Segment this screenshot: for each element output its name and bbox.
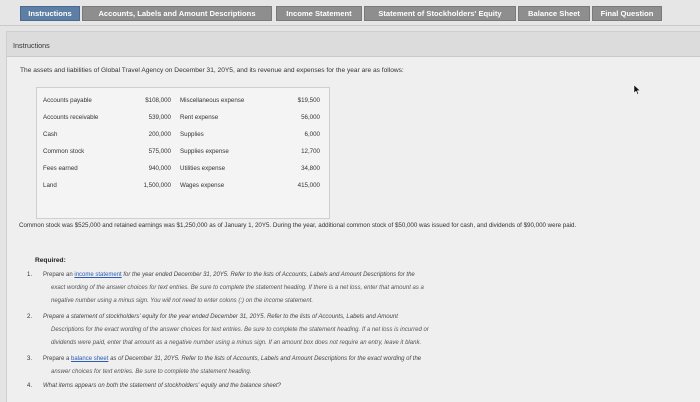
requirement-item-3 [27, 356, 421, 362]
account-name: Rent expense [180, 114, 219, 121]
requirement-number: 3. [27, 356, 33, 362]
account-name: Utilities expense [180, 165, 226, 172]
tab-balance-sheet[interactable] [518, 6, 590, 21]
table-row [37, 177, 329, 194]
instructions-panel [6, 31, 700, 402]
account-amount: $108,000 [145, 97, 171, 104]
requirement-number: 4. [27, 383, 33, 389]
requirement-text: answer choices for text entries. Be sure to complete the statement heading. [51, 369, 252, 375]
intro-text: The assets and liabilities of Global Travel Agency on December 31, 20Y5, and its revenue and expenses for the year are as follows: [20, 67, 404, 74]
requirement-item-4 [27, 383, 281, 389]
requirement-text: Prepare an [43, 272, 75, 278]
account-amount: 56,000 [301, 114, 320, 121]
tab-label: Accounts, Labels and Amount Descriptions [98, 9, 256, 18]
account-name: Wages expense [180, 182, 225, 189]
account-name: Land [43, 182, 57, 189]
account-name: Accounts receivable [43, 114, 99, 121]
requirement-text: Prepare a [43, 356, 72, 362]
tab-income-statement[interactable] [276, 6, 362, 21]
tab-label: Final Question [600, 9, 654, 18]
account-name: Supplies expense [180, 148, 229, 155]
requirement-item-1 [27, 272, 415, 278]
income-statement-link[interactable]: income statement [74, 272, 122, 278]
requirement-text: dividends were paid, enter that amount as a negative number using a minus sign. If an amount box does not require an entry, leave it blank. [51, 340, 422, 346]
panel-title: Instructions [13, 41, 50, 50]
table-row [37, 126, 329, 143]
panel-header [7, 32, 700, 57]
tab-instructions[interactable] [20, 6, 80, 21]
account-amount: 940,000 [148, 165, 171, 172]
account-amount: 415,000 [297, 182, 320, 189]
account-amount: 34,800 [301, 165, 320, 172]
account-name: Fees earned [43, 165, 78, 172]
account-name: Common stock [43, 148, 85, 155]
table-row [37, 160, 329, 177]
requirement-text: What items appears on both the statement of stockholders' equity and the balance sheet? [43, 383, 281, 389]
requirement-text: exact wording of the answer choices for text entries. Be sure to complete the statement heading. If there is a net loss, enter that amount as a [51, 285, 424, 291]
tab-accounts-labels[interactable] [82, 6, 272, 21]
account-amount: 1,500,000 [143, 182, 171, 189]
account-amount: 12,700 [301, 148, 320, 155]
required-heading: Required: [35, 257, 66, 264]
account-name: Cash [43, 131, 58, 138]
tab-label: Income Statement [286, 9, 352, 18]
account-name: Supplies [180, 131, 204, 138]
balance-sheet-link[interactable]: balance sheet [71, 356, 109, 362]
tab-bar [0, 0, 700, 26]
tab-label: Balance Sheet [528, 9, 580, 18]
requirement-text: Prepare a statement of stockholders' equity for the year ended December 31, 20Y5. Refer to the lists of Accounts, Labels and Amount [43, 314, 398, 320]
tab-label: Instructions [28, 9, 72, 18]
account-amount: 6,000 [304, 131, 320, 138]
table-row [37, 92, 329, 109]
requirement-text: Descriptions for the exact wording of the answer choices for text entries. Be sure to complete the statement heading. If a net loss is incurred or [51, 327, 429, 333]
mouse-pointer-icon [633, 85, 641, 95]
account-amount: 200,000 [148, 131, 171, 138]
account-amount: 575,000 [148, 148, 171, 155]
requirement-text: as of December 31, 20Y5. Refer to the lists of Accounts, Labels and Amount Descriptions for the exact wording of the [108, 356, 422, 362]
tab-label: Statement of Stockholders' Equity [378, 9, 502, 18]
table-row [37, 143, 329, 160]
table-row [37, 109, 329, 126]
requirement-text: negative number using a minus sign. You will not need to enter colons (:) on the income statement. [51, 298, 314, 304]
accounts-table [36, 87, 330, 219]
account-name: Accounts payable [43, 97, 92, 104]
tab-stockholders-equity[interactable] [364, 6, 516, 21]
account-name: Miscellaneous expense [180, 97, 245, 104]
stock-info-paragraph: Common stock was $525,000 and retained earnings was $1,250,000 as of January 1, 20Y5. During the year, additional common stock of $50,000 was issued for cash, and dividends of $90,000 were paid. [19, 222, 577, 229]
requirement-text: for the year ended December 31, 20Y5. Refer to the lists of Accounts, Labels and Amount Descriptions for the [121, 272, 415, 278]
tab-final-question[interactable] [592, 6, 662, 21]
requirement-item-2 [27, 314, 398, 320]
account-amount: $19,500 [297, 97, 320, 104]
account-amount: 539,000 [148, 114, 171, 121]
requirement-number: 1. [27, 272, 33, 278]
requirement-number: 2. [27, 314, 33, 320]
